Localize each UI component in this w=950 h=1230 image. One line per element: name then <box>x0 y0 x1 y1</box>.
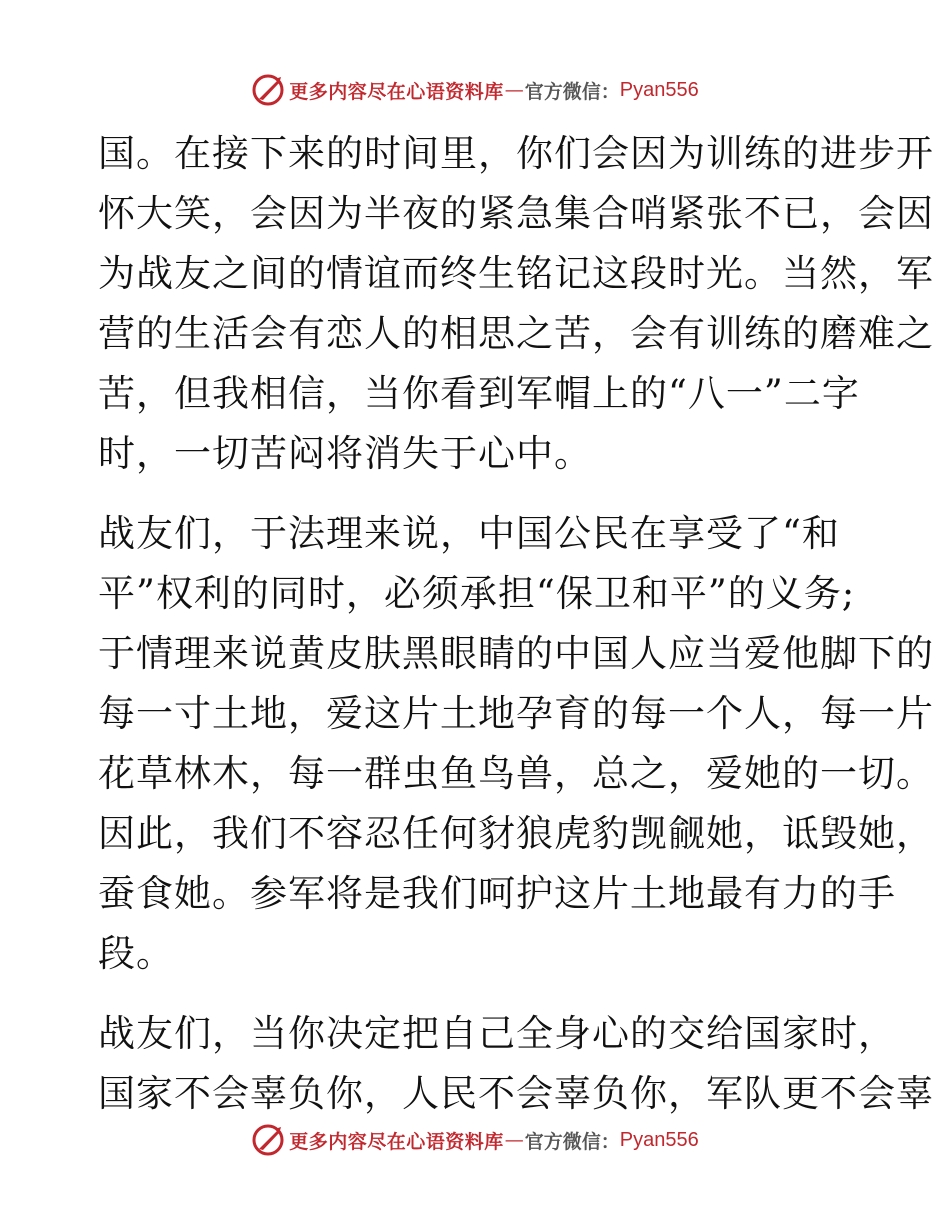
footer-banner <box>0 1120 950 1160</box>
footer-brand-text: 更多内容尽在心语资料库 <box>289 1130 504 1153</box>
text-line: 战友们，于法理来说，中国公民在享受了“和 <box>98 512 840 555</box>
text-line: 战友们，当你决定把自己全身心的交给国家时， <box>98 1012 896 1055</box>
text-line: 平”权利的同时，必须承担“保卫和平”的义务; <box>98 572 856 615</box>
document-body <box>98 124 934 1124</box>
footer-separator: — <box>504 1129 524 1151</box>
text-line: 怀大笑，会因为半夜的紧急集合哨紧张不已，会因 <box>98 192 934 235</box>
paragraph-gap <box>98 484 858 504</box>
text-line: 国家不会辜负你，人民不会辜负你，军队更不会辜 <box>98 1072 934 1115</box>
header-separator: — <box>504 79 524 101</box>
text-line: 国。在接下来的时间里，你们会因为训练的进步开 <box>98 132 934 175</box>
text-line: 营的生活会有恋人的相思之苦，会有训练的磨难之 <box>98 312 934 355</box>
header-wechat-label: 官方微信： <box>524 80 620 103</box>
footer-wechat-label: 官方微信： <box>524 1130 620 1153</box>
paragraph-gap <box>98 984 858 1004</box>
text-line: 于情理来说黄皮肤黑眼睛的中国人应当爱他脚下的 <box>98 632 934 675</box>
paragraph-1 <box>98 124 934 484</box>
paragraph-2 <box>98 504 934 984</box>
quill-pen-logo-icon <box>251 1123 285 1157</box>
text-line: 每一寸土地，爱这片土地孕育的每一个人，每一片 <box>98 692 934 735</box>
header-wechat-id: Pyan556 <box>619 78 699 101</box>
text-line: 为战友之间的情谊而终生铭记这段时光。当然，军 <box>98 252 934 295</box>
text-line: 时，一切苦闷将消失于心中。 <box>98 432 592 475</box>
header-banner <box>0 70 950 110</box>
text-line: 花草林木，每一群虫鱼鸟兽，总之，爱她的一切。 <box>98 752 934 795</box>
text-line: 蚕食她。参军将是我们呵护这片土地最有力的手 <box>98 872 896 915</box>
text-line: 苦，但我相信，当你看到军帽上的“八一”二字 <box>98 372 860 415</box>
text-line: 因此，我们不容忍任何豺狼虎豹觊觎她，诋毁她， <box>98 812 934 855</box>
quill-pen-logo-icon <box>251 73 285 107</box>
text-line: 段。 <box>98 932 174 975</box>
footer-wechat-id: Pyan556 <box>619 1128 699 1151</box>
header-brand-text: 更多内容尽在心语资料库 <box>289 80 504 103</box>
paragraph-3 <box>98 1004 934 1124</box>
